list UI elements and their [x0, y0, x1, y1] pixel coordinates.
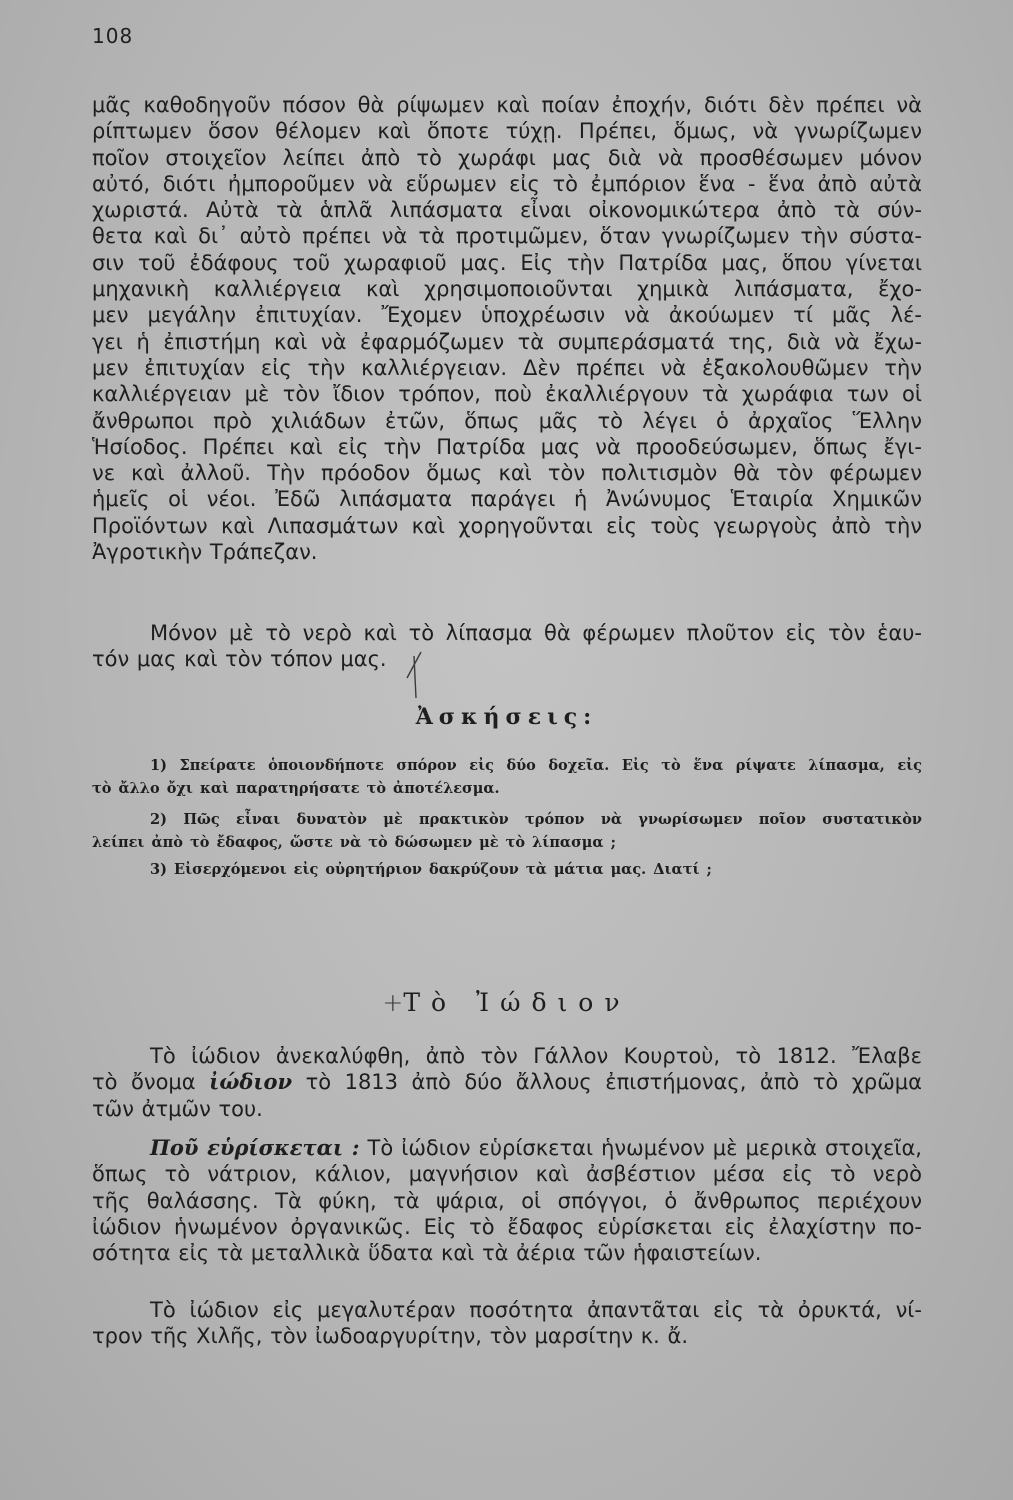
text-line: σιν τοῦ ἐδάφους τοῦ χωραφιοῦ μας. Εἰς τὴν Πατρίδα μας, ὅπου γίνεται	[92, 250, 922, 275]
section-title: Τὸ Ἰώδιον	[403, 988, 631, 1017]
exercise-number: 3)	[150, 861, 167, 878]
exercise-continuation: τὸ ἄλλο ὄχι καὶ παρατηρήσατε τὸ ἀποτέλεσμα.	[92, 780, 500, 797]
emphasized-term: ἰώδιον	[209, 1069, 293, 1095]
text-line: χωριστά. Αὐτὰ τὰ ἁπλᾶ λιπάσματα εἶναι οἰκονομικώτερα ἀπὸ τὰ σύν-	[92, 198, 922, 223]
page-number: 108	[92, 24, 134, 48]
text-line: σότητα εἰς τὰ μεταλλικὰ ὕδατα καὶ τὰ ἀέρια τῶν ἡφαιστείων.	[92, 1241, 762, 1266]
exercise-text: Πῶς εἶναι δυνατὸν μὲ πρακτικὸν τρόπον νὰ γνωρίσωμεν ποῖον συστατικὸν	[183, 811, 922, 828]
section-heading	[0, 988, 1013, 1017]
text-line: καλλιέργειαν μὲ τὸν ἴδιον τρόπον, ποὺ ἐκαλλιέργουν τὰ χωράφια των οἱ	[92, 382, 922, 407]
text-line: Μόνον μὲ τὸ νερὸ καὶ τὸ λίπασμα θὰ φέρωμεν πλοῦτον εἰς τὸν ἑαυ-	[150, 621, 922, 645]
text-line: Ἀγροτικὴν Τράπεζαν.	[92, 540, 318, 565]
exercise-number: 2)	[150, 811, 167, 828]
minerals-paragraph	[92, 1297, 922, 1350]
intro-paragraph	[92, 92, 922, 565]
text-line: θετα καὶ δι᾽ αὐτὸ πρέπει νὰ τὰ προτιμῶμεν, ὅταν γνωρίζωμεν τὴν σύστα-	[92, 224, 922, 249]
text-line: μᾶς καθοδηγοῦν πόσον θὰ ρίψωμεν καὶ ποίαν ἐποχήν, διότι δὲν πρέπει νὰ	[92, 93, 922, 117]
exercises-heading: Ἀσκήσεις:	[415, 704, 598, 730]
text-line: νε καὶ ἀλλοῦ. Τὴν πρόοδον ὅμως καὶ τὸν πολιτισμὸν θὰ τὸν φέρωμεν	[92, 461, 922, 486]
text-line: ρίπτωμεν ὅσον θέλομεν καὶ ὅποτε τύχῃ. Πρέπει, ὅμως, νὰ γνωρίζωμεν	[92, 119, 922, 144]
text-line: ἰώδιον ἡνωμένον ὀργανικῶς. Εἰς τὸ ἔδαφος εὑρίσκεται εἰς ἐλαχίστην πο-	[92, 1214, 922, 1239]
exercise-number: 1)	[150, 757, 167, 774]
text-line: τῆς θαλάσσης. Τὰ φύκη, τὰ ψάρια, οἱ σπόγγοι, ὁ ἄνθρωπος περιέχουν	[92, 1188, 922, 1213]
exercise-item	[92, 858, 922, 881]
closing-paragraph	[92, 620, 922, 673]
where-found-label: Ποῦ εὑρίσκεται :	[150, 1135, 360, 1160]
pencil-cross-mark	[405, 648, 423, 700]
text-line: Ποῦ εὑρίσκεται : Τὸ ἰώδιον εὑρίσκεται ἡνωμένον μὲ μερικὰ στοιχεῖα,	[150, 1135, 922, 1160]
text-line: ἡμεῖς οἱ νέοι. Ἐδῶ λιπάσματα παράγει ἡ Ἀνώνυμος Ἑταιρία Χημικῶν	[92, 487, 922, 512]
exercises-list	[92, 754, 922, 881]
exercise-item	[92, 754, 922, 777]
text-line: Τὸ ἰώδιον εἰς μεγαλυτέραν ποσότητα ἀπαντᾶται εἰς τὰ ὀρυκτά, νί-	[150, 1298, 922, 1322]
exercise-text: Εἰσερχόμενοι εἰς οὐρητήριον δακρύζουν τὰ μάτια μας. Διατί ;	[174, 861, 712, 878]
text-line: Ἡσίοδος. Πρέπει καὶ εἰς τὴν Πατρίδα μας νὰ προοδεύσωμεν, ὅπως ἔγι-	[92, 434, 922, 459]
text-line: Προϊόντων καὶ Λιπασμάτων καὶ χορηγοῦνται εἰς τοὺς γεωργοὺς ἀπὸ τὴν	[92, 513, 922, 538]
where-found-paragraph	[92, 1135, 922, 1266]
pencil-cross-icon: +	[382, 988, 404, 1017]
text-line: μηχανικὴ καλλιέργεια καὶ χρησιμοποιοῦνται χημικὰ λιπάσματα, ἔχο-	[92, 277, 922, 302]
exercise-text: Σπείρατε ὁποιονδήποτε σπόρον εἰς δύο δοχεῖα. Εἰς τὸ ἕνα ρίψατε λίπασμα, εἰς	[179, 757, 922, 774]
text-line: μεν ἐπιτυχίαν εἰς τὴν καλλιέργειαν. Δὲν πρέπει νὰ ἐξακολουθῶμεν τὴν	[92, 355, 922, 380]
text-line: ἄνθρωποι πρὸ χιλιάδων ἐτῶν, ὅπως μᾶς τὸ λέγει ὁ ἀρχαῖος Ἕλλην	[92, 408, 922, 433]
exercise-continuation: λείπει ἀπὸ τὸ ἔδαφος, ὥστε νὰ τὸ δώσωμεν μὲ τὸ λίπασμα ;	[92, 834, 616, 851]
text-line: ποῖον στοιχεῖον λείπει ἀπὸ τὸ χωράφι μας διὰ νὰ προσθέσωμεν μόνον	[92, 145, 922, 170]
text-line: μεν μεγάλην ἐπιτυχίαν. Ἔχομεν ὑποχρέωσιν νὰ ἀκούωμεν τί μᾶς λέ-	[92, 303, 922, 328]
text-line: τῶν ἀτμῶν του.	[92, 1096, 263, 1121]
text-line: γει ἡ ἐπιστήμη καὶ νὰ ἐφαρμόζωμεν τὰ συμπεράσματά της, διὰ νὰ ἔχω-	[92, 329, 922, 354]
text-line: Τὸ ἰώδιον ἀνεκαλύφθη, ἀπὸ τὸν Γάλλον Κουρτοὺ, τὸ 1812. Ἔλαβε	[150, 1044, 922, 1068]
text-line: τόν μας καὶ τὸν τόπον μας.	[92, 647, 387, 672]
text-line: ὅπως τὸ νάτριον, κάλιον, μαγνήσιον καὶ ἀσβέστιον μέσα εἰς τὸ νερὸ	[92, 1162, 922, 1187]
exercise-item	[92, 808, 922, 831]
text-line: αὐτό, διότι ἠμποροῦμεν νὰ εὕρωμεν εἰς τὸ ἐμπόριον ἕνα - ἕνα ἀπὸ αὐτὰ	[92, 171, 922, 196]
text-line: τρον τῆς Χιλῆς, τὸν ἰωδοαργυρίτην, τὸν μαρσίτην κ. ἄ.	[92, 1324, 689, 1349]
iodine-intro-paragraph	[92, 1043, 922, 1122]
text-line: τὸ ὄνομα ἰώδιον τὸ 1813 ἀπὸ δύο ἄλλους ἐπιστήμονας, ἀπὸ τὸ χρῶμα	[92, 1069, 922, 1095]
